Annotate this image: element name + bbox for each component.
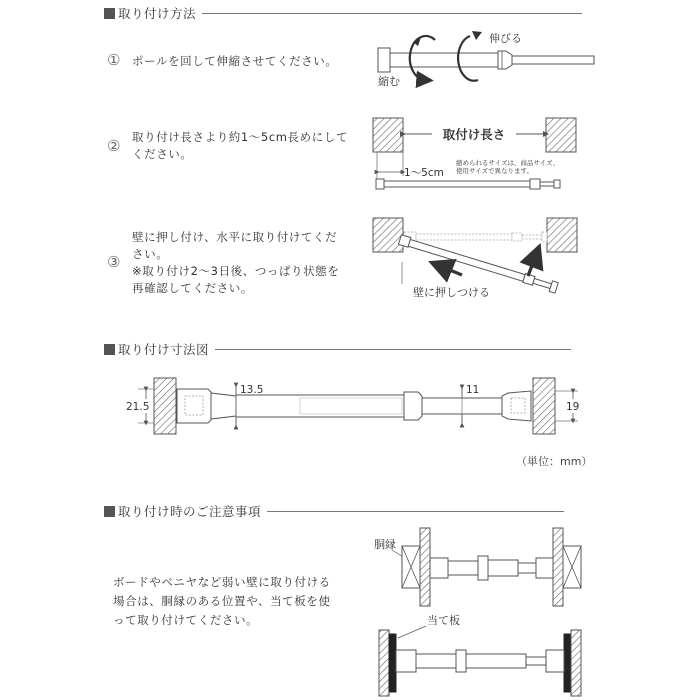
step-1-number: ① bbox=[107, 51, 121, 69]
pole-joint bbox=[498, 51, 512, 69]
joint bbox=[404, 392, 422, 420]
wall-left bbox=[373, 118, 403, 152]
lift-arrow-icon bbox=[528, 255, 536, 276]
wall-right bbox=[546, 118, 576, 152]
right-height-value: 19 bbox=[566, 401, 580, 413]
left-cap bbox=[177, 389, 211, 423]
section-title: 取り付け寸法図 bbox=[118, 342, 210, 357]
section-title: 取り付け方法 bbox=[118, 6, 197, 21]
text-line: 取り付け長さより約1～5cm長めにして bbox=[132, 130, 349, 144]
left-pipe-value: 13.5 bbox=[240, 384, 264, 396]
wall-right bbox=[547, 218, 577, 252]
backing-board-illustration bbox=[379, 613, 581, 696]
pole bbox=[408, 240, 525, 282]
extend-label: 伸びる bbox=[489, 32, 522, 45]
press-illustration bbox=[373, 218, 577, 299]
length-note: 使用サイズで異なります。 bbox=[456, 167, 533, 175]
wall-left bbox=[154, 378, 176, 434]
left-height-value: 21.5 bbox=[126, 401, 150, 413]
wall-left bbox=[373, 218, 403, 252]
unit-label: （単位：mm） bbox=[516, 455, 593, 468]
pole-outer-pipe bbox=[390, 53, 498, 67]
text-line: 壁に押し付け、水平に取り付けてくだ bbox=[132, 230, 338, 244]
backing-board bbox=[389, 634, 396, 692]
pole-inner-pipe bbox=[512, 56, 594, 64]
length-note: 縮められるサイズは、商品サイズ、 bbox=[456, 159, 560, 167]
press-label: 壁に押しつける bbox=[413, 286, 490, 299]
text-line: ください。 bbox=[132, 147, 193, 161]
text-line: さい。 bbox=[132, 247, 169, 261]
furring-label: 胴縁 bbox=[374, 538, 396, 551]
furring-illustration bbox=[374, 528, 581, 606]
shrink-label: 縮む bbox=[378, 75, 400, 88]
right-pipe-value: 11 bbox=[466, 384, 480, 396]
pole bbox=[384, 181, 530, 187]
dimension-drawing bbox=[125, 378, 582, 434]
margin-label: 1～5cm bbox=[404, 167, 444, 179]
text-line: 場合は、胴縁のある位置や、当て板を使 bbox=[113, 594, 331, 608]
text-line: 再確認してください。 bbox=[132, 281, 253, 295]
step-2-number: ② bbox=[107, 137, 121, 155]
rotate-pole-illustration bbox=[378, 31, 594, 88]
wall-right bbox=[533, 378, 555, 434]
board-label: 当て板 bbox=[427, 614, 460, 627]
right-cap bbox=[502, 391, 531, 421]
length-title: 取付け長さ bbox=[442, 127, 506, 142]
length-illustration bbox=[373, 118, 576, 189]
text-line: ボードやベニヤなど弱い壁に取り付ける bbox=[113, 575, 331, 589]
backing-board bbox=[564, 634, 571, 692]
push-arrow-icon bbox=[440, 266, 462, 275]
text-line: って取り付けてください。 bbox=[113, 613, 259, 627]
step-1-text: ポールを回して伸縮させてください。 bbox=[132, 54, 338, 68]
step-3-number: ③ bbox=[107, 253, 121, 271]
text-line: ※取り付け2～3日後、つっぱり状態を bbox=[132, 264, 340, 278]
section-title: 取り付け時のご注意事項 bbox=[118, 504, 262, 519]
